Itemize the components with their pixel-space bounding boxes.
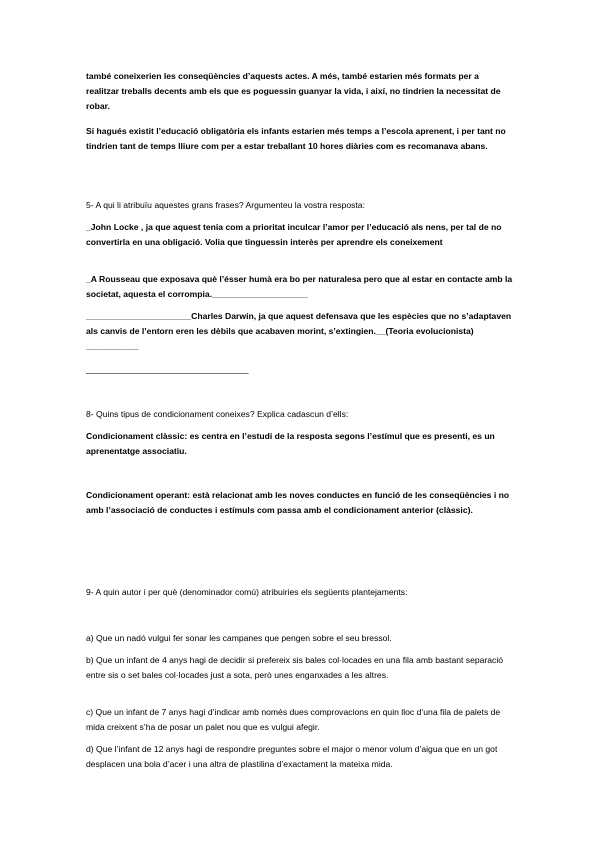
question-9-item-c: c) Que un infant de 7 anys hagi d’indicar amb només dues comprovacions en quin lloc d’una fila de palets de mida creixent s’ha de posar un palet nou que es vulgui afegir. xyxy=(86,707,501,732)
answer-5-blank-line: __________________________________ xyxy=(86,364,249,374)
answer-8-operant-conditioning: Condicionament operant: està relacionat amb les noves conductes en funció de les conseqüències i no amb l’associació de conductes i estímuls com passa amb el condicionament anterior (clàssic). xyxy=(86,490,510,515)
question-9-item-a: a) Que un nadó vulgui fer sonar les campanes que pengen sobre el seu bressol. xyxy=(86,633,392,643)
question-9-item-d: d) Que l’infant de 12 anys hagi de respondre preguntes sobre el major o menor volum d’aigua que en un got desplacen una bola d’acer i una altra de plastilina d’exactament la mateixa mida. xyxy=(86,744,498,769)
question-9: 9- A quin autor i per què (denominador comú) atribuiries els següents plantejaments: xyxy=(86,587,408,597)
question-8: 8- Quins tipus de condicionament coneixes? Explica cadascun d’ells: xyxy=(86,409,349,419)
paragraph-consequences: també coneixerien les conseqüències d’aquests actes. A més, també estarien més formats per a realitzar treballs decents amb els que es poguessin guanyar la vida, i així, no tindrien la necessitat de robar. xyxy=(86,71,501,111)
answer-5-locke: _John Locke , ja que aquest tenia com a prioritat inculcar l’amor per l’educació als nens, per tal de no convertirla en una obligació. Volia que tinguessin interès per aprendre els coneixement xyxy=(86,222,502,247)
question-5: 5- A qui li atribuïu aquestes grans frases? Argumenteu la vostra resposta: xyxy=(86,200,365,210)
paragraph-compulsory-education: Si hagués existit l’educació obligatòria els infants estarien més temps a l’escola aprenent, i per tant no tindrien tant de temps lliure com per a estar treballant 10 hores diàries com es recomanava abans. xyxy=(86,126,506,151)
answer-5-rousseau: _A Rousseau que exposava què l’ésser humà era bo per naturalesa pero que al estar en contacte amb la societat, aquesta el corrompia.____________________ xyxy=(86,274,513,299)
answer-8-classic-conditioning: Condicionament clàssic: es centra en l’estudi de la resposta segons l’estímul que es presenti, es un aprenentatge associatiu. xyxy=(86,431,495,456)
answer-5-darwin: ______________________Charles Darwin, ja que aquest defensava que les espècies que no s’adaptaven als canvis de l’entorn eren les dèbils que acabaven morint, s’extingien.__(Teoria evolucionista) ___________ xyxy=(86,311,512,351)
question-9-item-b: b) Que un infant de 4 anys hagi de decidir si prefereix sis bales col·locades en una fila amb bastant separació entre sis o set bales col·locades just a sota, però unes enganxades a les altres. xyxy=(86,655,504,680)
